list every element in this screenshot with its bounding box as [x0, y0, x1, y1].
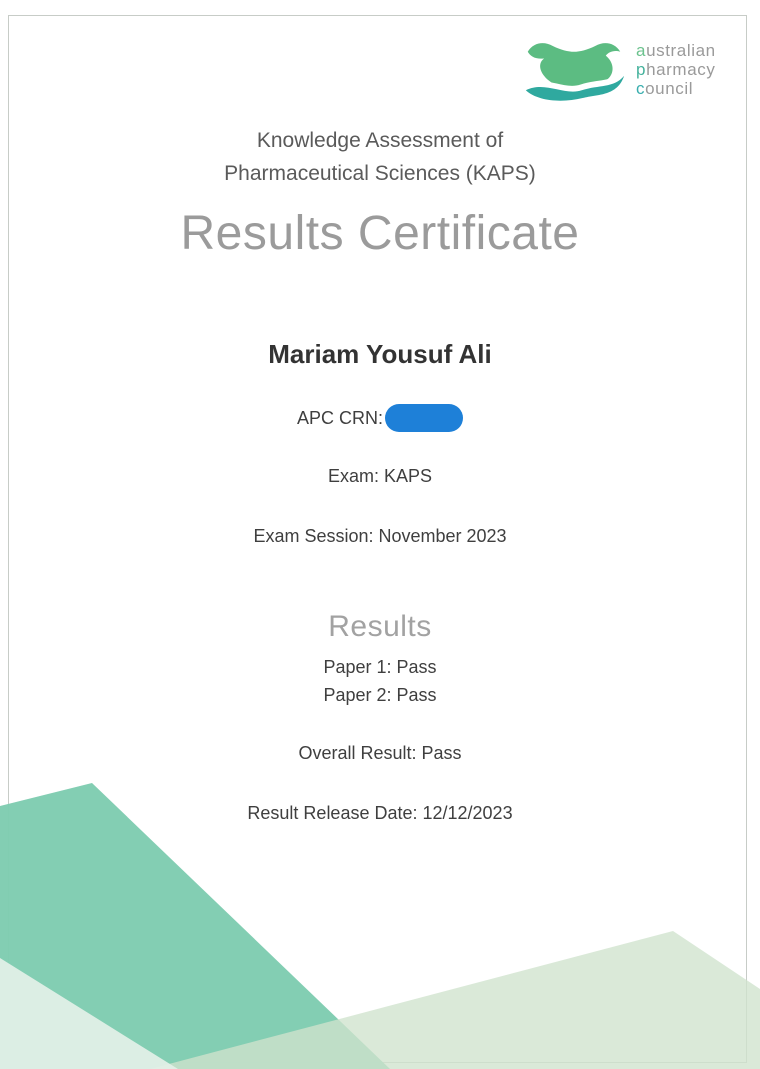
- logo-initial-c: c: [636, 79, 646, 98]
- candidate-name: Mariam Yousuf Ali: [268, 339, 492, 369]
- apc-logo-icon: [521, 36, 627, 106]
- crn-redaction-pill: [385, 404, 463, 432]
- overall-result-line: Overall Result: Pass: [298, 743, 462, 763]
- exam-session-line: Exam Session: November 2023: [253, 526, 507, 546]
- logo-word-australian: [636, 41, 716, 60]
- program-title-line1: Knowledge Assessment of: [256, 129, 504, 152]
- logo-rest-ustralian: ustralian: [646, 41, 716, 60]
- logo-word-council: [636, 79, 716, 98]
- logo-initial-p: p: [636, 60, 647, 79]
- results-heading: Results: [328, 610, 432, 643]
- logo-rest-ouncil: ouncil: [645, 79, 694, 98]
- paper-1-result: Paper 1: Pass: [323, 657, 437, 677]
- apc-logo: [521, 36, 716, 106]
- exam-name-line: Exam: KAPS: [327, 466, 433, 486]
- certificate-title: Results Certificate: [180, 207, 580, 260]
- paper-2-result: Paper 2: Pass: [323, 685, 437, 705]
- release-date-line: Result Release Date: 12/12/2023: [247, 803, 513, 823]
- crn-label: APC CRN:: [296, 407, 383, 428]
- logo-word-pharmacy: [636, 60, 716, 79]
- logo-initial-a: a: [636, 41, 647, 60]
- logo-rest-harmacy: harmacy: [646, 60, 716, 79]
- apc-logo-wordmark: [636, 41, 716, 98]
- program-title-line2: Pharmaceutical Sciences (KAPS): [224, 162, 536, 185]
- crn-row: [0, 403, 760, 433]
